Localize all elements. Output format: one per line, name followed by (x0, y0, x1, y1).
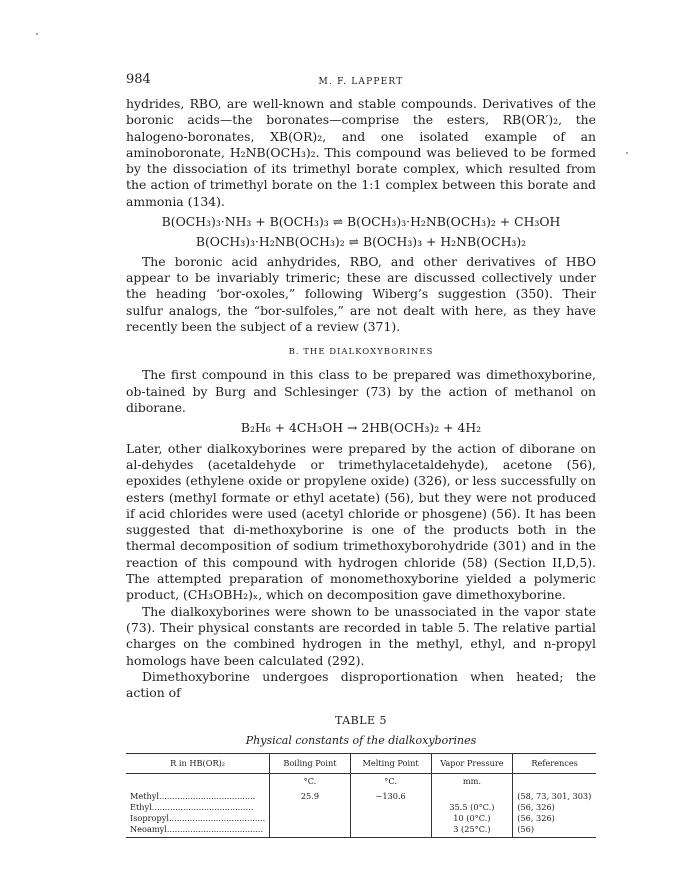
unit-cell: °C. (350, 773, 431, 791)
vapor-pressure-cell: 3 (25°C.) (431, 824, 513, 838)
vapor-pressure-cell: 10 (0°C.) (431, 813, 513, 824)
column-header: Melting Point (350, 753, 431, 773)
equation: B(OCH₃)₃·H₂NB(OCH₃)₂ ⇌ B(OCH₃)₃ + H₂NB(OCH₃)₂ (195, 234, 527, 250)
equation: B₂H₆ + 4CH₃OH → 2HB(OCH₃)₂ + 4H₂ (240, 420, 482, 436)
column-header: Boiling Point (270, 753, 350, 773)
page-speck (36, 33, 38, 35)
unit-cell: mm. (431, 773, 513, 791)
boiling-point-cell (270, 824, 350, 838)
column-header: R in HB(OR)₂ (126, 753, 270, 773)
references-cell: (58, 73, 301, 303) (513, 791, 596, 802)
melting-point-cell (350, 802, 431, 813)
vapor-pressure-cell (431, 791, 513, 802)
column-header: References (513, 753, 596, 773)
table-row (126, 813, 596, 824)
table-title: TABLE 5 (334, 714, 388, 728)
melting-point-cell (350, 824, 431, 838)
unit-cell (126, 773, 270, 791)
running-head: M. F. LAPPERT (318, 77, 404, 87)
melting-point-cell: −130.6 (350, 791, 431, 802)
references-cell: (56, 326) (513, 813, 596, 824)
unit-cell: °C. (270, 773, 350, 791)
melting-point-cell (350, 813, 431, 824)
page-header (126, 72, 596, 92)
row-name: Ethyl....................................... (130, 801, 254, 812)
page-speck (626, 152, 628, 154)
references-cell: (56, 326) (513, 802, 596, 813)
body-paragraph: The dialkoxyborines were shown to be unassociated in the vapor state (73). Their physical constants are recorded in table 5. The relative partial charges on the combined hydrogen in the methyl, ethyl, and n-propyl homologs have been calculated (292). (126, 603, 596, 668)
section-heading: B. THE DIALKOXYBORINES (288, 347, 434, 358)
table-caption: Physical constants of the dialkoxyborines (245, 733, 477, 747)
body-paragraph: The first compound in this class to be prepared was dimethoxyborine, ob-tained by Burg and Schlesinger (73) by the action of methanol on diborane. (126, 367, 596, 416)
paper-page (126, 72, 596, 838)
body-paragraph: Dimethoxyborine undergoes disproportionation when heated; the action of (126, 668, 596, 701)
boiling-point-cell: 25.9 (270, 791, 350, 802)
body-paragraph: hydrides, RBO, are well-known and stable compounds. Derivatives of the boronic acids—the boronates—comprise the esters, RB(OR′)₂, the halogeno-boronates, XB(OR)₂, and one isolated example of an aminoboronate, H₂NB(OCH₃)₂. This compound was believed to be formed by the dissociation of its trimethyl borate complex, which resulted from the action of trimethyl borate on the 1:1 complex between this borate and ammonia (134). (126, 96, 596, 209)
table-row (126, 791, 596, 802)
row-name: Isopropyl..................................... (130, 812, 266, 823)
body-paragraph: The boronic acid anhydrides, RBO, and other derivatives of HBO appear to be invariably trimeric; these are discussed collectively under the heading ‘bor-oxoles,” following Wiberg’s suggestion (350). Their sulfur analogs, the “bor-sulfoles,” are not dealt with here, as they have recently been the subject of a review (371). (126, 253, 596, 334)
units-row (126, 773, 596, 791)
vapor-pressure-cell: 35.5 (0°C.) (431, 802, 513, 813)
table-row (126, 824, 596, 838)
column-header: Vapor Pressure (431, 753, 513, 773)
data-table (126, 753, 596, 838)
unit-cell (513, 773, 596, 791)
table-header-row (126, 753, 596, 773)
table-row (126, 802, 596, 813)
page-number: 984 (126, 72, 151, 87)
equation: B(OCH₃)₃·NH₃ + B(OCH₃)₃ ⇌ B(OCH₃)₃·H₂NB(OCH₃)₂ + CH₃OH (161, 214, 561, 230)
row-name: Neoamyl..................................... (126, 824, 270, 838)
references-cell: (56) (513, 824, 596, 838)
boiling-point-cell (270, 802, 350, 813)
body-paragraph: Later, other dialkoxyborines were prepared by the action of diborane on al-dehydes (acetaldehyde or trimethylacetaldehyde), acetone (56), epoxides (ethylene oxide or propylene oxide) (326), or less successfully on esters (methyl formate or ethyl acetate) (56), but they were not produced if acid chlorides were used (acetyl chloride or phosgene) (56). It has been suggested that di-methoxyborine is one of the products both in the thermal decomposition of sodium trimethoxyborohydride (301) and in the reaction of this compound with hydrogen chloride (58) (Section II,D,5). The attempted preparation of monomethoxyborine yielded a polymeric product, (CH₃OBH₂)ₓ, which on decomposition gave dimethoxyborine. (126, 440, 596, 603)
boiling-point-cell (270, 813, 350, 824)
row-name: Methyl..................................... (130, 790, 256, 801)
